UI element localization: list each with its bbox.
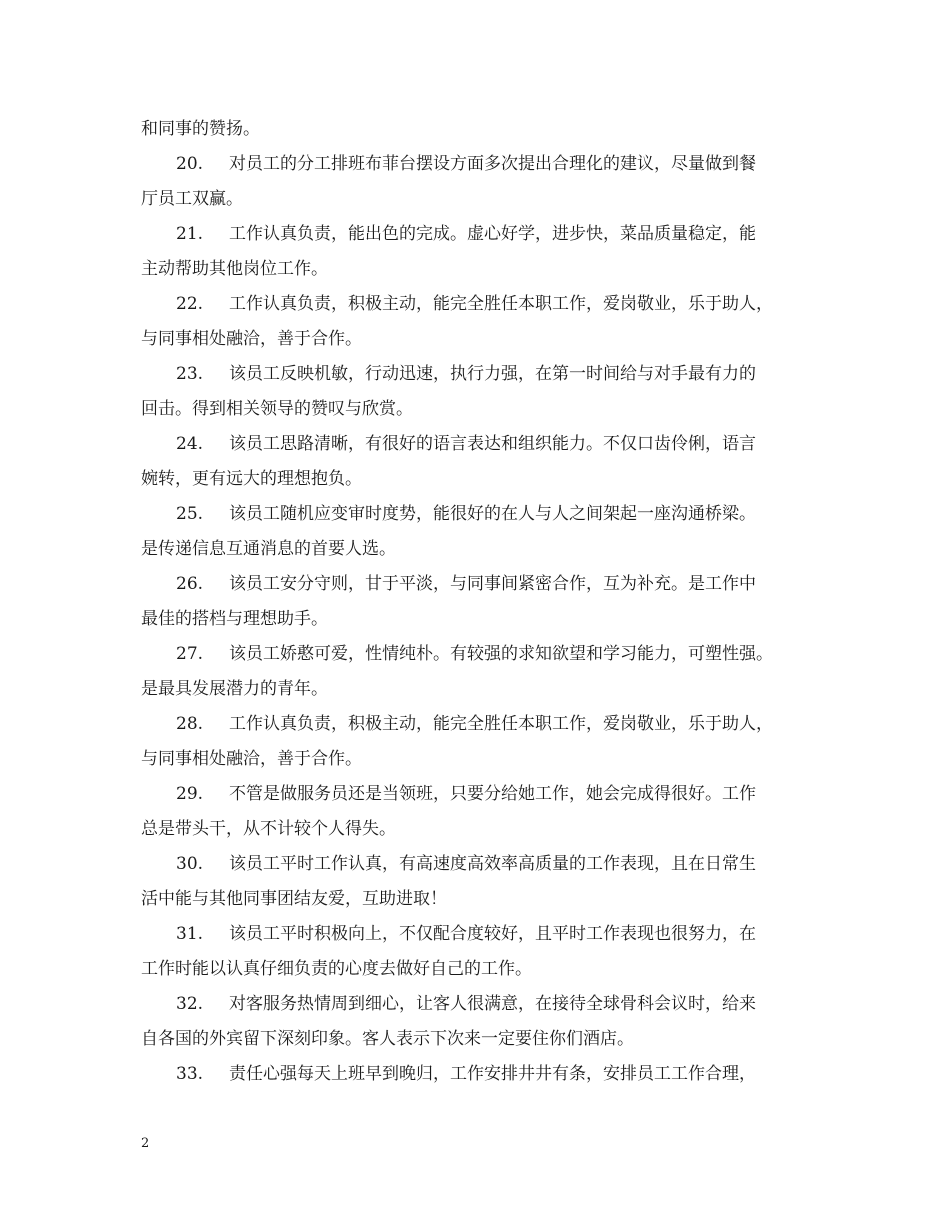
item-number: 22. <box>176 294 204 314</box>
item-text-line-2: 厅员工双赢。 <box>141 189 243 209</box>
continuation-line: 和同事的赞扬。 <box>141 119 260 139</box>
list-item-30 <box>141 847 813 917</box>
list-item-29 <box>141 777 813 847</box>
item-text-line-2: 主动帮助其他岗位工作。 <box>141 259 328 279</box>
item-number: 27. <box>176 644 204 664</box>
item-text-line-1: 工作认真负责，积极主动，能完全胜任本职工作，爱岗敬业，乐于助人， <box>229 714 773 734</box>
item-text-line-2: 工作时能以认真仔细负责的心度去做好自己的工作。 <box>141 959 532 979</box>
list-item-32 <box>141 987 813 1057</box>
item-text-line-1: 工作认真负责，能出色的完成。虚心好学，进步快，菜品质量稳定，能 <box>229 224 756 244</box>
item-text-line-1: 该员工平时积极向上，不仅配合度较好，且平时工作表现也很努力，在 <box>229 924 756 944</box>
list-item-20 <box>141 147 813 217</box>
list-item-22 <box>141 287 813 357</box>
item-number: 23. <box>176 364 204 384</box>
item-number: 33. <box>176 1064 204 1084</box>
item-text-line-1: 工作认真负责，积极主动，能完全胜任本职工作，爱岗敬业，乐于助人， <box>229 294 773 314</box>
item-number: 20. <box>176 154 204 174</box>
item-text-line-1: 该员工安分守则，甘于平淡，与同事间紧密合作，互为补充。是工作中 <box>229 574 756 594</box>
item-text-line-1: 对客服务热情周到细心，让客人很满意，在接待全球骨科会议时，给来 <box>229 994 756 1014</box>
item-number: 21. <box>176 224 204 244</box>
item-text-line-2: 婉转，更有远大的理想抱负。 <box>141 469 362 489</box>
item-number: 31. <box>176 924 204 944</box>
item-text-line-1: 该员工随机应变审时度势，能很好的在人与人之间架起一座沟通桥梁。 <box>229 504 756 524</box>
item-number: 26. <box>176 574 204 594</box>
item-text-line-2: 与同事相处融洽，善于合作。 <box>141 329 362 349</box>
item-text-line-2: 与同事相处融洽，善于合作。 <box>141 749 362 769</box>
list-item-26 <box>141 567 813 637</box>
item-text-line-1: 该员工平时工作认真，有高速度高效率高质量的工作表现，且在日常生 <box>229 854 756 874</box>
item-text-line-2: 回击。得到相关领导的赞叹与欣赏。 <box>141 399 413 419</box>
list-item-23 <box>141 357 813 427</box>
item-text-line-2: 是最具发展潜力的青年。 <box>141 679 328 699</box>
list-item-33 <box>141 1057 813 1092</box>
list-item-24 <box>141 427 813 497</box>
item-text-line-2: 是传递信息互通消息的首要人选。 <box>141 539 396 559</box>
item-number: 25. <box>176 504 204 524</box>
item-number: 24. <box>176 434 204 454</box>
item-number: 32. <box>176 994 204 1014</box>
list-item-25 <box>141 497 813 567</box>
item-number: 30. <box>176 854 204 874</box>
item-text-line-1: 不管是做服务员还是当领班，只要分给她工作，她会完成得很好。工作 <box>229 784 756 804</box>
list-item-28 <box>141 707 813 777</box>
item-text-line-1: 该员工反映机敏，行动迅速，执行力强，在第一时间给与对手最有力的 <box>229 364 756 384</box>
item-number: 29. <box>176 784 204 804</box>
list-item-27 <box>141 637 813 707</box>
item-text-line-1: 对员工的分工排班布菲台摆设方面多次提出合理化的建议，尽量做到餐 <box>229 154 756 174</box>
list-item-31 <box>141 917 813 987</box>
item-text-line-1: 该员工思路清晰，有很好的语言表达和组织能力。不仅口齿伶俐，语言 <box>229 434 756 454</box>
list-item-21 <box>141 217 813 287</box>
item-number: 28. <box>176 714 204 734</box>
page-number: 2 <box>141 1136 150 1151</box>
document-body <box>141 112 813 1092</box>
item-text-line-1: 责任心强每天上班早到晚归，工作安排井井有条，安排员工工作合理， <box>229 1064 756 1084</box>
item-text-line-2: 最佳的搭档与理想助手。 <box>141 609 328 629</box>
item-text-line-2: 总是带头干，从不计较个人得失。 <box>141 819 396 839</box>
item-text-line-1: 该员工娇憨可爱，性情纯朴。有较强的求知欲望和学习能力，可塑性强。 <box>229 644 773 664</box>
item-text-line-2: 活中能与其他同事团结友爱，互助进取！ <box>141 889 447 909</box>
item-text-line-2: 自各国的外宾留下深刻印象。客人表示下次来一定要住你们酒店。 <box>141 1029 634 1049</box>
